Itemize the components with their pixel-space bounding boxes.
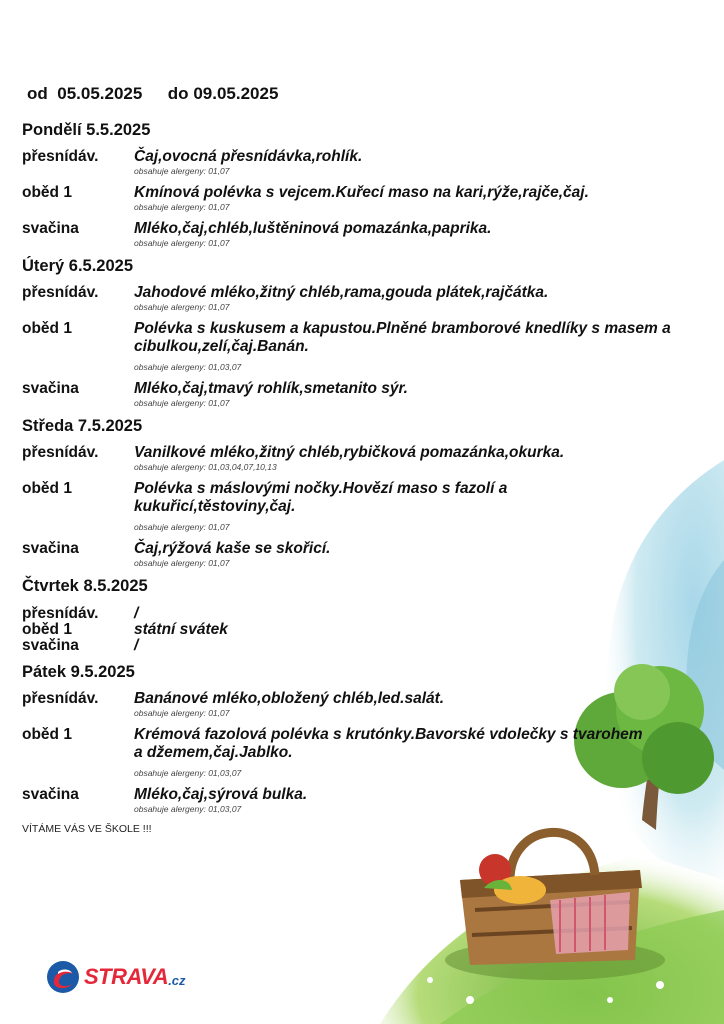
meal-label: svačina xyxy=(22,220,79,237)
meal-label: přesnídáv. xyxy=(22,148,99,165)
meal-label: oběd 1 xyxy=(22,621,72,638)
day-friday xyxy=(22,662,702,814)
meal-row xyxy=(22,380,702,408)
allergens: obsahuje alergeny: 01,07 xyxy=(134,522,230,532)
meal-text: / xyxy=(134,637,139,654)
strava-logo-icon xyxy=(46,960,80,994)
meal-text: Kmínová polévka s vejcem.Kuřecí maso na kari,rýže,rajče,čaj. xyxy=(134,184,589,201)
meal-text: Mléko,čaj,tmavý rohlík,smetanito sýr. xyxy=(134,380,408,397)
allergens: obsahuje alergeny: 01,03,04,07,10,13 xyxy=(134,462,277,472)
range-to-date: 09.05.2025 xyxy=(193,84,279,103)
meal-label: přesnídáv. xyxy=(22,605,99,622)
range-from-label: od xyxy=(27,84,48,103)
allergens: obsahuje alergeny: 01,07 xyxy=(134,302,230,312)
meal-row xyxy=(22,726,702,778)
meal-row xyxy=(22,148,702,176)
day-title: Pondělí 5.5.2025 xyxy=(22,121,151,139)
meal-label: přesnídáv. xyxy=(22,284,99,301)
meal-label: svačina xyxy=(22,540,79,557)
meal-row xyxy=(22,690,702,718)
meal-text: státní svátek xyxy=(134,621,228,638)
meal-label: oběd 1 xyxy=(22,320,72,337)
allergens: obsahuje alergeny: 01,03,07 xyxy=(134,768,242,778)
meal-text: Mléko,čaj,chléb,luštěninová pomazánka,paprika. xyxy=(134,220,492,237)
meal-label: svačina xyxy=(22,637,79,654)
holiday-row xyxy=(22,606,702,622)
day-title: Čtvrtek 8.5.2025 xyxy=(22,577,148,595)
strava-logo xyxy=(46,960,186,994)
meal-text: Čaj,ovocná přesnídávka,rohlík. xyxy=(134,148,363,165)
allergens: obsahuje alergeny: 01,07 xyxy=(134,166,230,176)
meal-text: Vanilkové mléko,žitný chléb,rybičková pomazánka,okurka. xyxy=(134,444,565,461)
day-wednesday xyxy=(22,416,702,568)
meal-row xyxy=(22,184,702,212)
meal-label: oběd 1 xyxy=(22,726,72,743)
day-tuesday xyxy=(22,256,702,408)
logo-tld: .cz xyxy=(168,972,186,988)
meal-row xyxy=(22,320,702,372)
allergens: obsahuje alergeny: 01,07 xyxy=(134,558,230,568)
allergens: obsahuje alergeny: 01,07 xyxy=(134,708,230,718)
day-monday xyxy=(22,120,702,248)
meal-text: Mléko,čaj,sýrová bulka. xyxy=(134,786,308,803)
welcome-text: VÍTÁME VÁS VE ŠKOLE !!! xyxy=(22,823,152,835)
meal-label: svačina xyxy=(22,786,79,803)
allergens: obsahuje alergeny: 01,03,07 xyxy=(134,362,242,372)
meal-label: oběd 1 xyxy=(22,480,72,497)
meal-label: oběd 1 xyxy=(22,184,72,201)
holiday-row xyxy=(22,622,702,638)
meal-text: Krémová fazolová polévka s krutónky.Bavorské vdolečky s tvarohem a džemem,čaj.Jablko. xyxy=(134,726,643,761)
day-thursday xyxy=(22,576,702,654)
range-from-date: 05.05.2025 xyxy=(57,84,143,103)
holiday-row xyxy=(22,638,702,654)
meal-text: Polévka s kuskusem a kapustou.Plněné bramborové knedlíky s masem a cibulkou,zelí,čaj.Banán. xyxy=(134,320,671,355)
meal-text: / xyxy=(134,605,139,622)
allergens: obsahuje alergeny: 01,03,07 xyxy=(134,804,242,814)
range-to-label: do xyxy=(167,84,189,103)
date-range xyxy=(27,84,278,104)
menu-list xyxy=(22,120,702,822)
allergens: obsahuje alergeny: 01,07 xyxy=(134,398,230,408)
meal-label: přesnídáv. xyxy=(22,444,99,461)
meal-text: Čaj,rýžová kaše se skořicí. xyxy=(134,540,331,557)
meal-label: přesnídáv. xyxy=(22,690,99,707)
day-title: Úterý 6.5.2025 xyxy=(22,257,133,275)
meal-row xyxy=(22,480,702,532)
meal-row xyxy=(22,284,702,312)
meal-row xyxy=(22,444,702,472)
meal-row xyxy=(22,540,702,568)
day-title: Pátek 9.5.2025 xyxy=(22,663,135,681)
meal-text: Polévka s máslovými nočky.Hovězí maso s fazolí a kukuřicí,těstoviny,čaj. xyxy=(134,480,508,515)
logo-word: STRAVA xyxy=(84,964,169,989)
meal-label: svačina xyxy=(22,380,79,397)
meal-row xyxy=(22,786,702,814)
day-title: Středa 7.5.2025 xyxy=(22,417,143,435)
allergens: obsahuje alergeny: 01,07 xyxy=(134,202,230,212)
allergens: obsahuje alergeny: 01,07 xyxy=(134,238,230,248)
meal-row xyxy=(22,220,702,248)
meal-text: Jahodové mléko,žitný chléb,rama,gouda plátek,rajčátka. xyxy=(134,284,549,301)
meal-text: Banánové mléko,obložený chléb,led.salát. xyxy=(134,690,445,707)
